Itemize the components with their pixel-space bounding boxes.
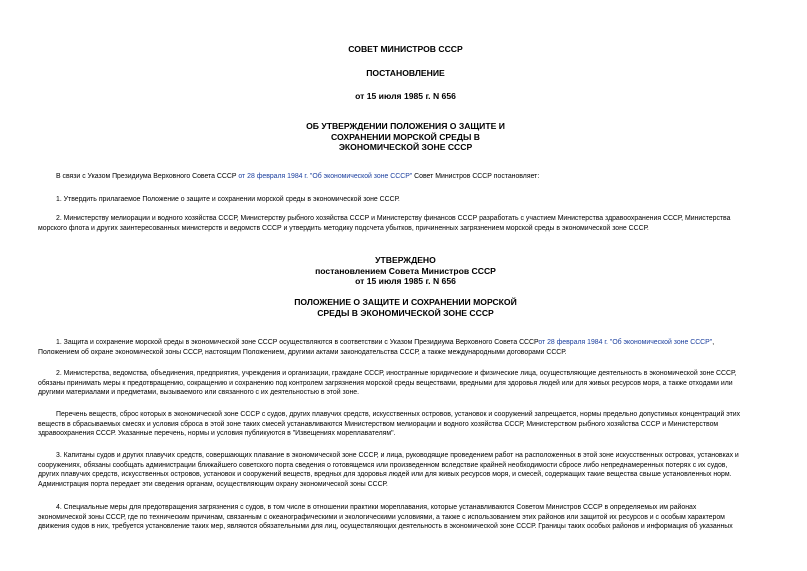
- item-2-line-2: морского флота и других заинтересованных министерств и ведомств СССР и утвердить методику подсчета убытков, причиненных загрязнением морской среды в экономической зоне СССР.: [38, 224, 649, 232]
- title-line-3: ЭКОНОМИЧЕСКОЙ ЗОНЕ СССР: [338, 142, 473, 152]
- section-1: [38, 338, 773, 357]
- section-3-line-1: 3. Капитаны судов и других плавучих средств, совершающих плавание в экономической зоне СССР, и лица, руководящие проведением работ на расположенных в этой зоне искусственных островах, установках и: [56, 452, 739, 459]
- doc-type-block: [38, 68, 773, 79]
- item-2: [38, 214, 773, 233]
- document-date: от 15 июля 1985 г. N 656: [355, 91, 456, 101]
- decree-link[interactable]: от 28 февраля 1984 г. "Об экономической зоне СССР": [238, 173, 413, 180]
- section-2-line-2: обязаны принимать меры к предотвращению, сокращению и сохранению под контролем загрязнения морской среды веществами, вредными для здоровья людей или для живых ресурсов моря, а также отходами или: [38, 379, 733, 387]
- date-block: [38, 91, 773, 102]
- item-2-line-1: 2. Министерству мелиорации и водного хозяйства СССР, Министерству рыбного хозяйства СССР и Министерству финансов СССР разработать с участием Министерства здравоохранения СССР, Министерства: [56, 215, 731, 222]
- intro-text-b: Совет Министров СССР постановляет:: [412, 173, 540, 180]
- section-1-decree-link[interactable]: от 28 февраля 1984 г. "Об экономической зоне СССР": [538, 339, 713, 346]
- section-1-text-a: 1. Защита и сохранение морской среды в экономической зоне СССР осуществляются в соответствии с Указом Президиума Верховного Совета СССР: [56, 339, 539, 346]
- section-4-line-3: движения судов в них, требуется установление таких мер, являются обязательными для лиц, осуществляющих деятельность в экономической зоне СССР. Границы таких особых районов и информация об указанных: [38, 523, 733, 531]
- regulation-title-line-2: СРЕДЫ В ЭКОНОМИЧЕСКОЙ ЗОНЕ СССР: [317, 307, 494, 318]
- item-1: [38, 195, 773, 205]
- intro-paragraph: [38, 172, 773, 182]
- approval-date: от 15 июля 1985 г. N 656: [355, 276, 456, 286]
- section-3-line-3: других плавучих средств, искусственных островов, установок и сооружений веществ, вредных для здоровья людей или для живых ресурсов моря, и смесей, содержащих такие вещества свыше установленных норм.: [38, 471, 732, 479]
- section-3: [38, 451, 773, 489]
- section-1-line-1: [38, 338, 773, 348]
- issuing-body: СОВЕТ МИНИСТРОВ СССР: [348, 44, 463, 54]
- item-1-text: 1. Утвердить прилагаемое Положение о защите и сохранении морской среды в экономической зоне СССР.: [56, 196, 400, 203]
- substances-line-3: здравоохранения СССР. Указанные перечень, нормы и условия публикуются в "Извещениях мореплавателям".: [38, 430, 396, 438]
- section-2-line-1: 2. Министерства, ведомства, объединения, предприятия, учреждения и организации, граждане СССР, иностранные юридические и физические лица, осуществляющие деятельность в экономической зоне СССР,: [56, 370, 737, 377]
- intro-line: [38, 172, 773, 182]
- approval-label: УТВЕРЖДЕНО: [375, 255, 436, 265]
- title-line-1: ОБ УТВЕРЖДЕНИИ ПОЛОЖЕНИЯ О ЗАЩИТЕ И: [306, 121, 505, 131]
- document-header: [38, 44, 773, 55]
- substances-line-2: веществ в сбрасываемых смесях и условия сброса в этой зоне таких смесей устанавливаются Министерством мелиорации и водного хозяйства СССР, Министерством рыбного хозяйства СССР и Министерством: [38, 420, 719, 428]
- section-2-line-3: другими материалами и предметами, вызываемого или связанного с их деятельностью в этой зоне.: [38, 389, 359, 397]
- section-4: [38, 503, 773, 532]
- substances-paragraph: [38, 410, 773, 439]
- section-1-line-2: Положением об охране экономической зоны СССР, настоящим Положением, другими актами законодательства СССР, а также международными договорами СССР.: [38, 348, 567, 356]
- section-2: [38, 369, 773, 398]
- substances-line-1: Перечень веществ, сброс которых в экономической зоне СССР с судов, других плавучих средств, искусственных островов, установок и сооружений запрещается, нормы предельно допустимых концентраций этих: [56, 411, 741, 418]
- regulation-title: [38, 297, 773, 318]
- section-4-line-1: 4. Специальные меры для предотвращения загрязнения с судов, в том числе в отношении практики мореплавания, которые устанавливаются Советом Министров СССР в определяемых им районах: [56, 504, 697, 511]
- section-3-line-4: Администрация порта передает эти сведения органам, осуществляющим охрану экономической зоны СССР.: [38, 480, 388, 488]
- approval-by: постановлением Совета Министров СССР: [315, 265, 496, 276]
- title-line-2: СОХРАНЕНИИ МОРСКОЙ СРЕДЫ В: [330, 131, 480, 142]
- section-4-line-2: экономической зоны СССР, где по техническим причинам, связанным с океанографическими и экологическими условиями, а также с использованием этих районов или защитой их ресурсов и с особым характером: [38, 513, 725, 521]
- document-title: [38, 121, 773, 153]
- intro-text-a: В связи с Указом Президиума Верховного Совета СССР: [56, 173, 239, 180]
- document-type: ПОСТАНОВЛЕНИЕ: [366, 68, 445, 78]
- section-1-text-b: ,: [712, 339, 715, 346]
- section-3-line-2: сооружениях, обязаны сообщать администрации ближайшего советского порта сведения о готовящемся или произведенном вследствие крайней необходимости сбросе либо непреднамеренных потерях с их судов,: [38, 461, 728, 469]
- approval-block: [38, 255, 773, 287]
- regulation-title-line-1: ПОЛОЖЕНИЕ О ЗАЩИТЕ И СОХРАНЕНИИ МОРСКОЙ: [294, 297, 517, 307]
